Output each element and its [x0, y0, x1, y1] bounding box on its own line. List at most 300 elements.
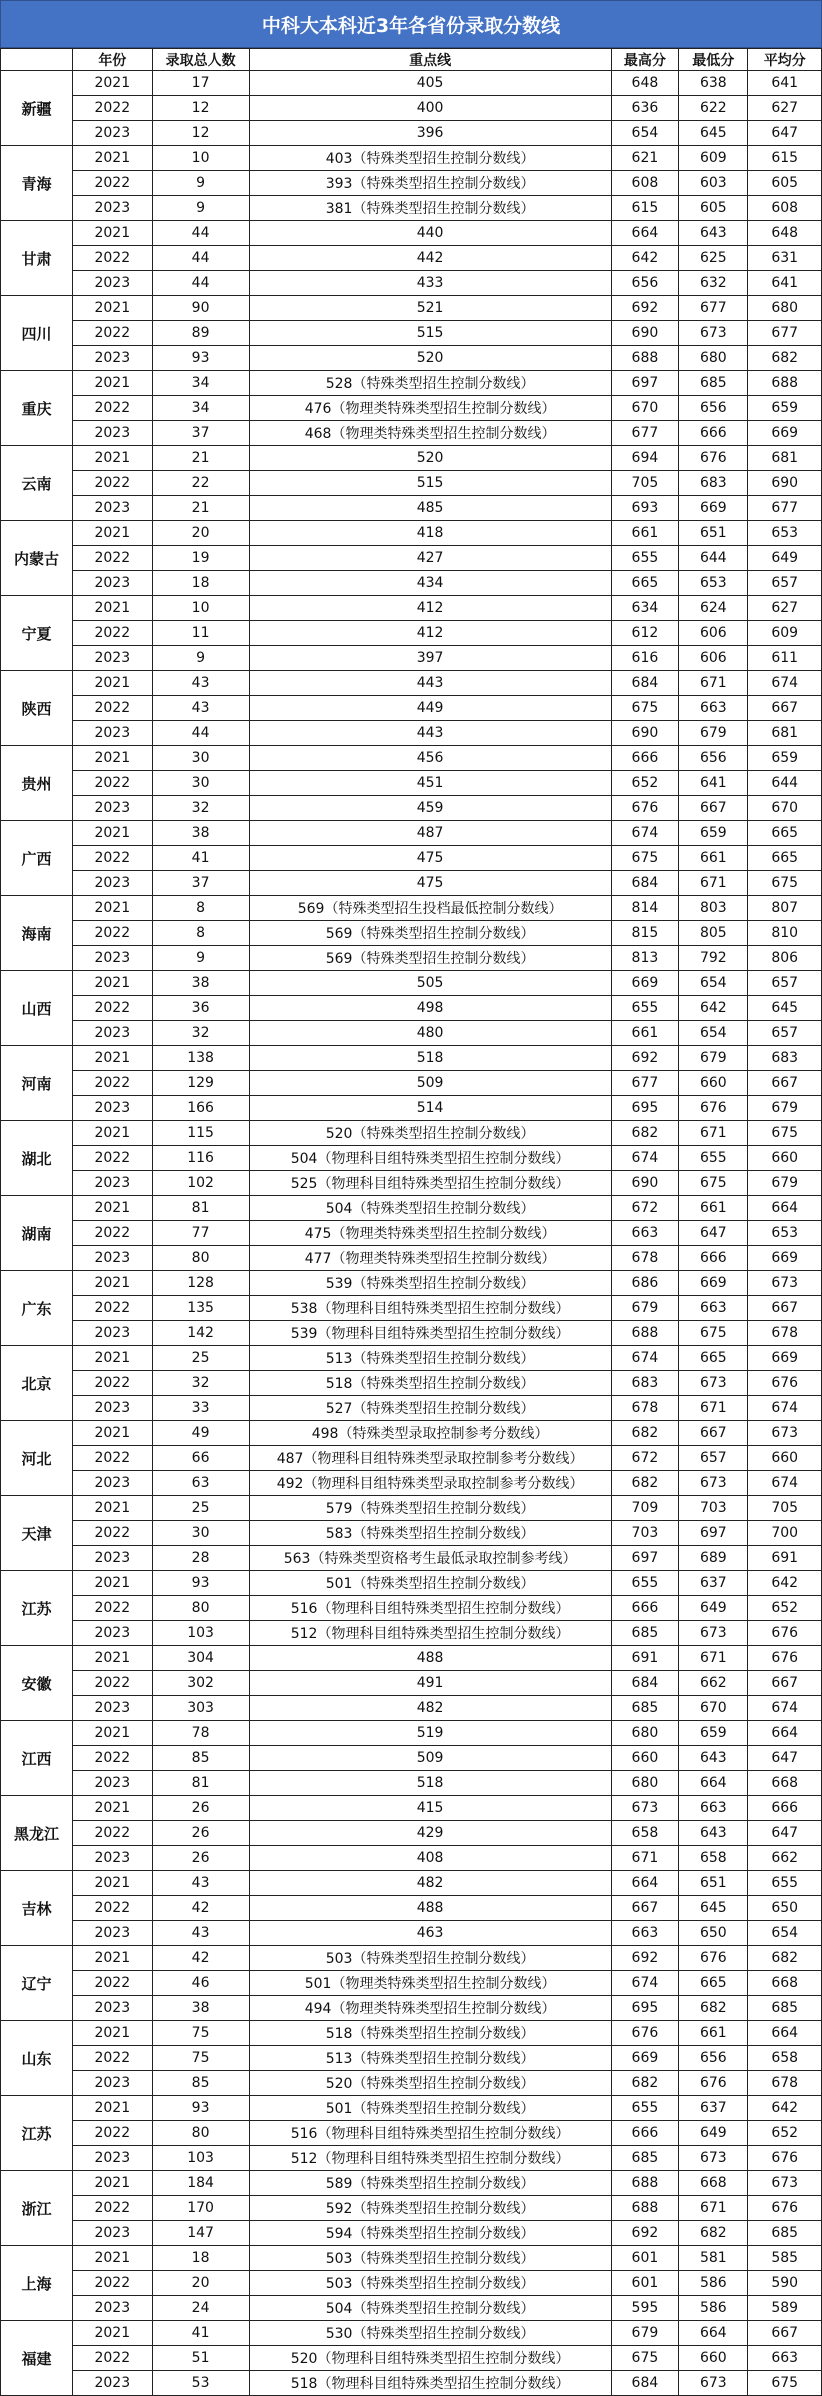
- avg-score-cell: 647: [748, 1746, 822, 1771]
- avg-score-cell: 658: [748, 2046, 822, 2071]
- max-score-cell: 654: [611, 121, 679, 146]
- key-line-cell: 434: [249, 571, 611, 596]
- enrollment-cell: 75: [152, 2021, 249, 2046]
- max-score-cell: 693: [611, 496, 679, 521]
- table-row: [1, 1521, 822, 1546]
- key-line-cell: 518（特殊类型招生控制分数线）: [249, 1371, 611, 1396]
- avg-score-cell: 669: [748, 421, 822, 446]
- avg-score-cell: 666: [748, 1796, 822, 1821]
- year-cell: 2022: [73, 2121, 152, 2146]
- min-score-cell: 659: [679, 1721, 748, 1746]
- province-name-cell: 陕西: [1, 671, 73, 746]
- max-score-cell: 692: [611, 1946, 679, 1971]
- province-header: [1, 49, 73, 71]
- province-name-cell: 甘肃: [1, 221, 73, 296]
- avg-score-cell: 644: [748, 771, 822, 796]
- max-score-cell: 682: [611, 1421, 679, 1446]
- max-score-cell: 814: [611, 896, 679, 921]
- max-score-cell: 664: [611, 1871, 679, 1896]
- table-row: [1, 2371, 822, 2396]
- key-line-cell: 518（物理科目组特殊类型招生控制分数线）: [249, 2371, 611, 2396]
- year-cell: 2023: [73, 496, 152, 521]
- enrollment-cell: 85: [152, 2071, 249, 2096]
- province-name-cell: 上海: [1, 2246, 73, 2321]
- enrollment-cell: 32: [152, 796, 249, 821]
- year-cell: 2021: [73, 1871, 152, 1896]
- min-score-cell: 680: [679, 346, 748, 371]
- province-name-cell: 福建: [1, 2321, 73, 2396]
- enrollment-cell: 80: [152, 1246, 249, 1271]
- key-line-cell: 393（特殊类型招生控制分数线）: [249, 171, 611, 196]
- key-line-cell: 456: [249, 746, 611, 771]
- table-row: [1, 1846, 822, 1871]
- province-name-cell: 江苏: [1, 1571, 73, 1646]
- province-name-cell: 新疆: [1, 71, 73, 146]
- enrollment-cell: 41: [152, 846, 249, 871]
- min-score-cell: 625: [679, 246, 748, 271]
- avg-score-cell: 660: [748, 1446, 822, 1471]
- enrollment-cell: 90: [152, 296, 249, 321]
- year-cell: 2023: [73, 1321, 152, 1346]
- enrollment-cell: 30: [152, 771, 249, 796]
- year-cell: 2022: [73, 171, 152, 196]
- year-cell: 2023: [73, 1171, 152, 1196]
- max-score-cell: 655: [611, 546, 679, 571]
- max-score-cell: 677: [611, 1071, 679, 1096]
- avg-score-cell: 605: [748, 171, 822, 196]
- table-row: [1, 2121, 822, 2146]
- province-name-cell: 云南: [1, 446, 73, 521]
- avg-score-cell: 685: [748, 2221, 822, 2246]
- key-line-cell: 418: [249, 521, 611, 546]
- avg-score-cell: 677: [748, 496, 822, 521]
- avg-score-cell: 673: [748, 2171, 822, 2196]
- year-cell: 2023: [73, 121, 152, 146]
- avg-score-cell: 667: [748, 2321, 822, 2346]
- avg-score-cell: 655: [748, 1871, 822, 1896]
- min-score-cell: 805: [679, 921, 748, 946]
- year-cell: 2022: [73, 1596, 152, 1621]
- enrollment-cell: 42: [152, 1946, 249, 1971]
- avg-score-cell: 679: [748, 1171, 822, 1196]
- key-line-cell: 429: [249, 1821, 611, 1846]
- avg-score-cell: 608: [748, 196, 822, 221]
- key-line-cell: 512（物理科目组特殊类型招生控制分数线）: [249, 2146, 611, 2171]
- avg-score-cell: 665: [748, 821, 822, 846]
- year-cell: 2022: [73, 846, 152, 871]
- enrollment-cell: 34: [152, 396, 249, 421]
- enrollment-cell: 80: [152, 2121, 249, 2146]
- avg-score-cell: 668: [748, 1771, 822, 1796]
- table-row: [1, 271, 822, 296]
- min-score-cell: 661: [679, 2021, 748, 2046]
- year-cell: 2023: [73, 196, 152, 221]
- enrollment-cell: 93: [152, 346, 249, 371]
- min-score-cell: 655: [679, 1146, 748, 1171]
- avg-score-cell: 641: [748, 271, 822, 296]
- year-cell: 2023: [73, 421, 152, 446]
- table-row: [1, 2146, 822, 2171]
- max-score-cell: 601: [611, 2246, 679, 2271]
- year-cell: 2022: [73, 321, 152, 346]
- avg-score-cell: 649: [748, 546, 822, 571]
- key-line-cell: 504（特殊类型招生控制分数线）: [249, 2296, 611, 2321]
- enrollment-cell: 43: [152, 696, 249, 721]
- min-score-cell: 703: [679, 1496, 748, 1521]
- min-score-cell: 645: [679, 1896, 748, 1921]
- avg-score-cell: 807: [748, 896, 822, 921]
- min-score-cell: 660: [679, 2346, 748, 2371]
- year-cell: 2022: [73, 771, 152, 796]
- table-row: [1, 1421, 822, 1446]
- avg-score-cell: 641: [748, 71, 822, 96]
- key-line-cell: 513（特殊类型招生控制分数线）: [249, 2046, 611, 2071]
- min-score-cell: 803: [679, 896, 748, 921]
- year-cell: 2021: [73, 1046, 152, 1071]
- key-line-cell: 491: [249, 1671, 611, 1696]
- min-score-cell: 665: [679, 1346, 748, 1371]
- year-cell: 2022: [73, 2271, 152, 2296]
- table-row: [1, 1196, 822, 1221]
- enrollment-cell: 10: [152, 146, 249, 171]
- table-row: [1, 596, 822, 621]
- year-cell: 2023: [73, 946, 152, 971]
- key-line-cell: 539（特殊类型招生控制分数线）: [249, 1271, 611, 1296]
- enrollment-cell: 138: [152, 1046, 249, 1071]
- min-score-cell: 654: [679, 1021, 748, 1046]
- table-row: [1, 2271, 822, 2296]
- max-score-cell: 676: [611, 2021, 679, 2046]
- year-cell: 2022: [73, 2046, 152, 2071]
- year-cell: 2021: [73, 1571, 152, 1596]
- table-row: [1, 1746, 822, 1771]
- table-row: [1, 896, 822, 921]
- table-row: [1, 821, 822, 846]
- max-score-cell: 636: [611, 96, 679, 121]
- key-line-cell: 468（物理类特殊类型招生控制分数线）: [249, 421, 611, 446]
- enrollment-cell: 9: [152, 946, 249, 971]
- table-row: [1, 121, 822, 146]
- min-score-cell: 606: [679, 646, 748, 671]
- enrollment-cell: 43: [152, 1871, 249, 1896]
- enrollment-cell: 21: [152, 446, 249, 471]
- min-score-cell: 643: [679, 1821, 748, 1846]
- key-line-cell: 520（特殊类型招生控制分数线）: [249, 2071, 611, 2096]
- year-cell: 2022: [73, 1896, 152, 1921]
- table-row: [1, 2296, 822, 2321]
- key-line-cell: 594（特殊类型招生控制分数线）: [249, 2221, 611, 2246]
- max-score-cell: 672: [611, 1196, 679, 1221]
- province-name-cell: 宁夏: [1, 596, 73, 671]
- key-line-cell: 513（特殊类型招生控制分数线）: [249, 1346, 611, 1371]
- year-cell: 2023: [73, 2371, 152, 2396]
- key-line-cell: 527（特殊类型招生控制分数线）: [249, 1396, 611, 1421]
- max-score-cell: 703: [611, 1521, 679, 1546]
- enrollment-cell: 170: [152, 2196, 249, 2221]
- min-score-cell: 669: [679, 496, 748, 521]
- key-line-cell: 498: [249, 996, 611, 1021]
- province-name-cell: 安徽: [1, 1646, 73, 1721]
- year-cell: 2022: [73, 246, 152, 271]
- table-row: [1, 971, 822, 996]
- table-row: [1, 696, 822, 721]
- avg-score-cell: 653: [748, 1221, 822, 1246]
- avg-score-cell: 667: [748, 1296, 822, 1321]
- key-line-cell: 539（物理科目组特殊类型招生控制分数线）: [249, 1321, 611, 1346]
- table-row: [1, 471, 822, 496]
- year-cell: 2022: [73, 996, 152, 1021]
- year-cell: 2021: [73, 971, 152, 996]
- avg-score-cell: 673: [748, 1271, 822, 1296]
- enrollment-cell: 32: [152, 1021, 249, 1046]
- province-name-cell: 广东: [1, 1271, 73, 1346]
- max-score-cell: 669: [611, 971, 679, 996]
- max-score-cell: 675: [611, 846, 679, 871]
- min-score-cell: 670: [679, 1696, 748, 1721]
- year-cell: 2021: [73, 1196, 152, 1221]
- enrollment-cell: 34: [152, 371, 249, 396]
- max-score-cell: 648: [611, 71, 679, 96]
- key-line-cell: 427: [249, 546, 611, 571]
- min-score-cell: 671: [679, 1121, 748, 1146]
- avg-score-cell: 589: [748, 2296, 822, 2321]
- key-line-cell: 475（物理类特殊类型招生控制分数线）: [249, 1221, 611, 1246]
- year-cell: 2021: [73, 2321, 152, 2346]
- avg-score-cell: 667: [748, 1071, 822, 1096]
- year-cell: 2022: [73, 2196, 152, 2221]
- min-score-cell: 667: [679, 796, 748, 821]
- enrollment-cell: 42: [152, 1896, 249, 1921]
- min-score-cell: 675: [679, 1321, 748, 1346]
- table-row: [1, 621, 822, 646]
- year-cell: 2022: [73, 1671, 152, 1696]
- enrollment-cell: 81: [152, 1196, 249, 1221]
- avg-score-cell: 585: [748, 2246, 822, 2271]
- key-line-cell: 405: [249, 71, 611, 96]
- table-row: [1, 96, 822, 121]
- year-cell: 2021: [73, 1271, 152, 1296]
- table-row: [1, 2221, 822, 2246]
- key-line-cell: 492（物理科目组特殊类型录取控制参考分数线）: [249, 1471, 611, 1496]
- year-cell: 2023: [73, 1021, 152, 1046]
- year-cell: 2021: [73, 896, 152, 921]
- year-cell: 2023: [73, 1921, 152, 1946]
- min-score-cell: 603: [679, 171, 748, 196]
- max-score-cell: 675: [611, 696, 679, 721]
- min-score-cell: 671: [679, 1396, 748, 1421]
- avg-score-cell: 662: [748, 1846, 822, 1871]
- min-score-cell: 676: [679, 2071, 748, 2096]
- table-row: [1, 1621, 822, 1646]
- table-row: [1, 1871, 822, 1896]
- avg-score-cell: 675: [748, 871, 822, 896]
- table-row: [1, 446, 822, 471]
- column-header-key-line: 重点线: [249, 49, 611, 71]
- avg-score-cell: 681: [748, 446, 822, 471]
- year-cell: 2021: [73, 821, 152, 846]
- min-score-cell: 632: [679, 271, 748, 296]
- year-cell: 2022: [73, 2346, 152, 2371]
- max-score-cell: 671: [611, 1846, 679, 1871]
- table-row: [1, 296, 822, 321]
- min-score-cell: 673: [679, 1371, 748, 1396]
- key-line-cell: 403（特殊类型招生控制分数线）: [249, 146, 611, 171]
- max-score-cell: 667: [611, 1896, 679, 1921]
- table-row: [1, 1571, 822, 1596]
- min-score-cell: 651: [679, 521, 748, 546]
- avg-score-cell: 590: [748, 2271, 822, 2296]
- province-name-cell: 湖北: [1, 1121, 73, 1196]
- year-cell: 2021: [73, 1496, 152, 1521]
- year-cell: 2023: [73, 646, 152, 671]
- province-name-cell: 四川: [1, 296, 73, 371]
- table-row: [1, 546, 822, 571]
- key-line-cell: 503（特殊类型招生控制分数线）: [249, 2246, 611, 2271]
- key-line-cell: 563（特殊类型资格考生最低录取控制参考线）: [249, 1546, 611, 1571]
- enrollment-cell: 18: [152, 571, 249, 596]
- key-line-cell: 381（特殊类型招生控制分数线）: [249, 196, 611, 221]
- table-row: [1, 421, 822, 446]
- avg-score-cell: 653: [748, 521, 822, 546]
- enrollment-cell: 142: [152, 1321, 249, 1346]
- avg-score-cell: 688: [748, 371, 822, 396]
- avg-score-cell: 691: [748, 1546, 822, 1571]
- year-cell: 2021: [73, 596, 152, 621]
- min-score-cell: 651: [679, 1871, 748, 1896]
- key-line-cell: 440: [249, 221, 611, 246]
- enrollment-cell: 303: [152, 1696, 249, 1721]
- max-score-cell: 672: [611, 1446, 679, 1471]
- year-cell: 2023: [73, 1396, 152, 1421]
- max-score-cell: 684: [611, 871, 679, 896]
- table-row: [1, 2021, 822, 2046]
- key-line-cell: 397: [249, 646, 611, 671]
- avg-score-cell: 657: [748, 1021, 822, 1046]
- enrollment-cell: 26: [152, 1796, 249, 1821]
- max-score-cell: 680: [611, 1721, 679, 1746]
- key-line-cell: 589（特殊类型招生控制分数线）: [249, 2171, 611, 2196]
- avg-score-cell: 678: [748, 2071, 822, 2096]
- avg-score-cell: 681: [748, 721, 822, 746]
- max-score-cell: 683: [611, 1371, 679, 1396]
- table-row: [1, 1596, 822, 1621]
- year-cell: 2021: [73, 2171, 152, 2196]
- min-score-cell: 662: [679, 1671, 748, 1696]
- min-score-cell: 637: [679, 1571, 748, 1596]
- table-row: [1, 1896, 822, 1921]
- table-row: [1, 1096, 822, 1121]
- min-score-cell: 642: [679, 996, 748, 1021]
- avg-score-cell: 657: [748, 571, 822, 596]
- enrollment-cell: 80: [152, 1596, 249, 1621]
- table-header-row: [1, 49, 822, 71]
- enrollment-cell: 129: [152, 1071, 249, 1096]
- column-header-year: 年份: [73, 49, 152, 71]
- min-score-cell: 666: [679, 421, 748, 446]
- enrollment-cell: 304: [152, 1646, 249, 1671]
- key-line-cell: 520（特殊类型招生控制分数线）: [249, 1121, 611, 1146]
- max-score-cell: 658: [611, 1821, 679, 1846]
- year-cell: 2023: [73, 1621, 152, 1646]
- enrollment-cell: 8: [152, 896, 249, 921]
- enrollment-cell: 75: [152, 2046, 249, 2071]
- max-score-cell: 655: [611, 2096, 679, 2121]
- enrollment-cell: 33: [152, 1396, 249, 1421]
- province-name-cell: 海南: [1, 896, 73, 971]
- enrollment-cell: 43: [152, 1921, 249, 1946]
- enrollment-cell: 30: [152, 1521, 249, 1546]
- column-header-enrollment: 录取总人数: [152, 49, 249, 71]
- min-score-cell: 682: [679, 2221, 748, 2246]
- min-score-cell: 656: [679, 746, 748, 771]
- avg-score-cell: 676: [748, 1371, 822, 1396]
- min-score-cell: 667: [679, 1421, 748, 1446]
- avg-score-cell: 810: [748, 921, 822, 946]
- year-cell: 2023: [73, 2296, 152, 2321]
- key-line-cell: 514: [249, 1096, 611, 1121]
- enrollment-cell: 85: [152, 1746, 249, 1771]
- table-row: [1, 1496, 822, 1521]
- avg-score-cell: 652: [748, 2121, 822, 2146]
- avg-score-cell: 690: [748, 471, 822, 496]
- avg-score-cell: 669: [748, 1246, 822, 1271]
- table-row: [1, 1921, 822, 1946]
- avg-score-cell: 674: [748, 1471, 822, 1496]
- enrollment-cell: 37: [152, 871, 249, 896]
- year-cell: 2021: [73, 1946, 152, 1971]
- enrollment-cell: 21: [152, 496, 249, 521]
- year-cell: 2022: [73, 696, 152, 721]
- min-score-cell: 645: [679, 121, 748, 146]
- min-score-cell: 641: [679, 771, 748, 796]
- max-score-cell: 682: [611, 1471, 679, 1496]
- year-cell: 2023: [73, 1996, 152, 2021]
- key-line-cell: 400: [249, 96, 611, 121]
- min-score-cell: 664: [679, 1771, 748, 1796]
- min-score-cell: 659: [679, 821, 748, 846]
- key-line-cell: 503（特殊类型招生控制分数线）: [249, 2271, 611, 2296]
- avg-score-cell: 674: [748, 1696, 822, 1721]
- avg-score-cell: 676: [748, 1621, 822, 1646]
- max-score-cell: 684: [611, 671, 679, 696]
- year-cell: 2023: [73, 571, 152, 596]
- min-score-cell: 679: [679, 1046, 748, 1071]
- max-score-cell: 673: [611, 1796, 679, 1821]
- key-line-cell: 592（特殊类型招生控制分数线）: [249, 2196, 611, 2221]
- max-score-cell: 692: [611, 1046, 679, 1071]
- key-line-cell: 433: [249, 271, 611, 296]
- max-score-cell: 676: [611, 796, 679, 821]
- table-row: [1, 1471, 822, 1496]
- enrollment-cell: 147: [152, 2221, 249, 2246]
- key-line-cell: 494（物理类特殊类型招生控制分数线）: [249, 1996, 611, 2021]
- province-name-cell: 辽宁: [1, 1946, 73, 2021]
- avg-score-cell: 642: [748, 2096, 822, 2121]
- table-row: [1, 2071, 822, 2096]
- table-row: [1, 1146, 822, 1171]
- province-name-cell: 河南: [1, 1046, 73, 1121]
- avg-score-cell: 678: [748, 1321, 822, 1346]
- table-row: [1, 171, 822, 196]
- key-line-cell: 480: [249, 1021, 611, 1046]
- province-name-cell: 广西: [1, 821, 73, 896]
- enrollment-cell: 78: [152, 1721, 249, 1746]
- min-score-cell: 673: [679, 1471, 748, 1496]
- max-score-cell: 652: [611, 771, 679, 796]
- max-score-cell: 688: [611, 346, 679, 371]
- min-score-cell: 669: [679, 1271, 748, 1296]
- max-score-cell: 608: [611, 171, 679, 196]
